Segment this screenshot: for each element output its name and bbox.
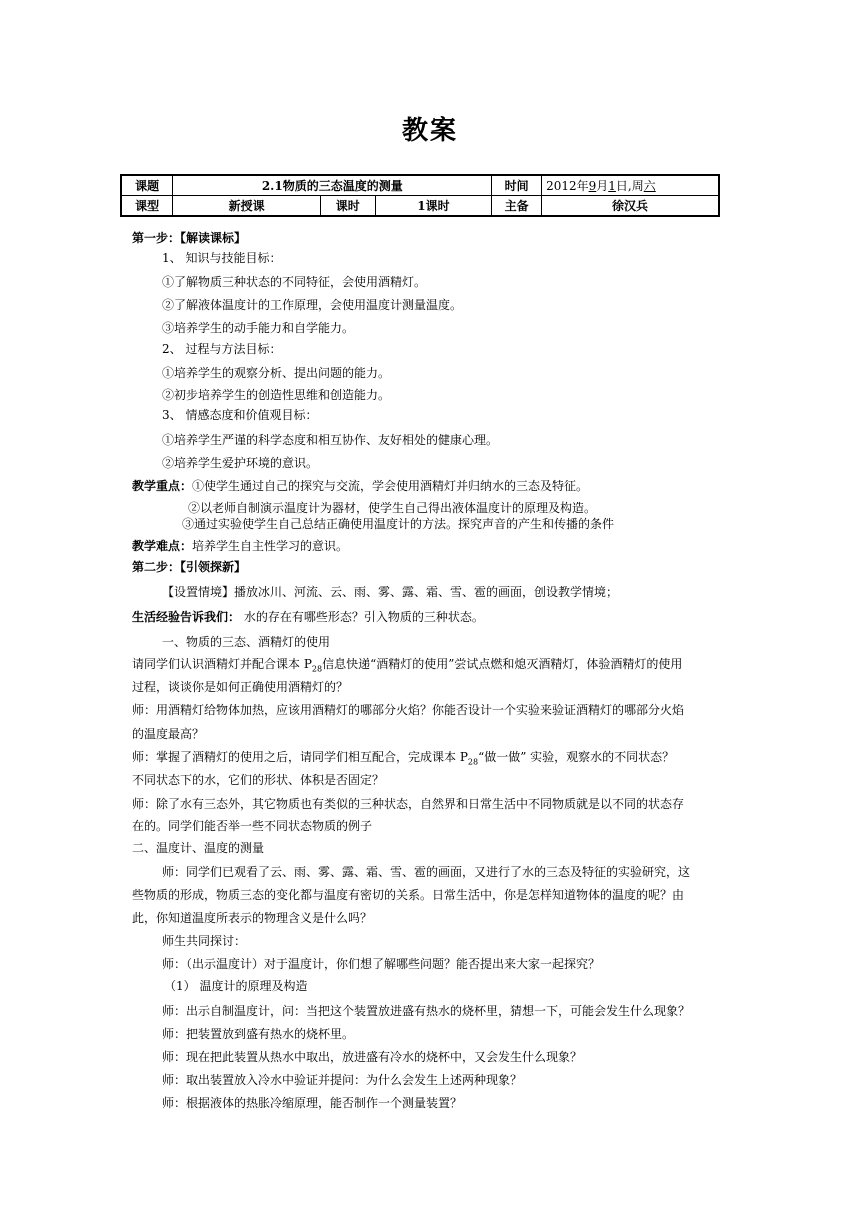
date-value: 2012年9月1日,周六: [542, 175, 719, 196]
paragraph-line: 此，你知道温度所表示的物理含义是什么吗？: [132, 911, 373, 925]
paragraph-line: 师：现在把此装置从热水中取出，放进盛有冷水的烧杯中，又会发生什么现象？: [162, 1050, 583, 1064]
goal3-item: ①培养学生严谨的科学态度和相互协作、友好相处的健康心理。: [162, 433, 499, 447]
goal2-item: ②初步培养学生的创造性思维和创造能力。: [162, 388, 391, 402]
paragraph-line: 在的。同学们能否举一些不同状态物质的例子: [132, 819, 373, 833]
type-value: 新授课: [173, 196, 320, 217]
paragraph-line: 师：同学们已观看了云、雨、雾、露、霜、雪、雹的画面，又进行了水的三态及特征的实验研究，这: [162, 865, 691, 879]
key-point-item: ②以老师自制演示温度计为器材，使学生自己得出液体温度计的原理及构造。: [188, 501, 597, 515]
goal2-heading: 2、 过程与方法目标：: [162, 342, 282, 356]
goal3-heading: 3、 情感态度和价值观目标：: [162, 408, 318, 422]
label-hours: 课时: [320, 196, 375, 217]
hours-value: 1课时: [375, 196, 492, 217]
paragraph-line: 师：把装置放到盛有热水的烧杯里。: [162, 1027, 355, 1041]
paragraph-line: 师：出示自制温度计，问：当把这个装置放进盛有热水的烧杯里，猜想一下，可能会发生什么现象？: [162, 1004, 691, 1018]
label-topic: 课题: [121, 175, 173, 196]
paragraph-line: 不同状态下的水，它们的形状、体积是否固定？: [132, 773, 385, 787]
label-lead: 主备: [492, 196, 542, 217]
label-type: 课型: [121, 196, 173, 217]
section-heading: 一、物质的三态、酒精灯的使用: [162, 635, 331, 649]
difficulty-line: 教学难点：培养学生自主性学习的意识。: [132, 539, 349, 553]
paragraph-line: 师：掌握了酒精灯的使用之后，请同学们相互配合，完成课本 $P_{28}“$做一做” 实验，观察水的不同状态？: [132, 750, 675, 767]
goal1-item: ③培养学生的动手能力和自学能力。: [162, 321, 355, 335]
header-table: [120, 174, 720, 217]
paragraph-line: 些物质的形成，物质三态的变化都与温度有密切的关系。日常生活中，你是怎样知道物体的温度的呢？由: [132, 888, 685, 902]
goal1-item: ②了解液体温度计的工作原理，会使用温度计测量温度。: [162, 298, 463, 312]
header-row-topic: [121, 175, 719, 196]
paragraph-line: 师：除了水有三态外，其它物质也有类似的三种状态，自然界和日常生活中不同物质就是以不同的状态存: [132, 797, 685, 811]
lead-value: 徐汉兵: [542, 196, 719, 217]
paragraph-line: 师生共同探讨：: [162, 934, 247, 948]
paragraph-line: 请同学们认识酒精灯并配合课本 $P_{28}$信息快递“酒精灯的使用”尝试点燃和熄灭酒精灯，体验酒精灯的使用: [132, 657, 683, 674]
goal1-item: ①了解物质三种状态的不同特征，会使用酒精灯。: [162, 275, 427, 289]
goal1-heading: 1、 知识与技能目标：: [162, 251, 282, 265]
page-title: 教案: [401, 116, 458, 146]
topic-value: 2.1物质的三态温度的测量: [173, 175, 492, 196]
life-line: 生活经验告诉我们： 水的存在有哪些形态？引入物质的三种状态。: [132, 610, 484, 624]
paragraph-line: 师：根据液体的热胀冷缩原理，能否制作一个测量装置？: [162, 1096, 463, 1110]
paragraph-line: 师：用酒精灯给物体加热，应该用酒精灯的哪部分火焰？你能否设计一个实验来验证酒精灯的哪部分火焰: [132, 703, 685, 717]
scenario-line: 【设置情境】播放冰川、河流、云、雨、雾、露、霜、雪、雹的画面，创设教学情境；: [162, 585, 619, 599]
label-time: 时间: [492, 175, 542, 196]
paragraph-line: 的温度最高？: [132, 727, 205, 741]
key-point-item: ③通过实验使学生自己总结正确使用温度计的方法。探究声音的产生和传播的条件: [182, 517, 615, 531]
step2-heading: 第二步：【引领探新】: [132, 560, 247, 574]
section-heading: 二、温度计、温度的测量: [132, 841, 265, 855]
key-point-line: 教学重点：①使学生通过自己的探究与交流，学会使用酒精灯并归纳水的三态及特征。: [132, 479, 589, 493]
paragraph-line: 师：（出示温度计）对于温度计，你们想了解哪些问题？能否提出来大家一起探究？: [162, 957, 601, 971]
sub-heading: （1） 温度计的原理及构造: [164, 979, 308, 993]
header-row-type: [121, 196, 719, 217]
step1-heading: 第一步：【解读课标】: [132, 231, 247, 245]
goal2-item: ①培养学生的观察分析、提出问题的能力。: [162, 366, 391, 380]
paragraph-line: 过程，谈谈你是如何正确使用酒精灯的？: [132, 680, 349, 694]
goal3-item: ②培养学生爱护环境的意识。: [162, 456, 319, 470]
paragraph-line: 师：取出装置放入冷水中验证并提问：为什么会发生上述两种现象？: [162, 1073, 523, 1087]
